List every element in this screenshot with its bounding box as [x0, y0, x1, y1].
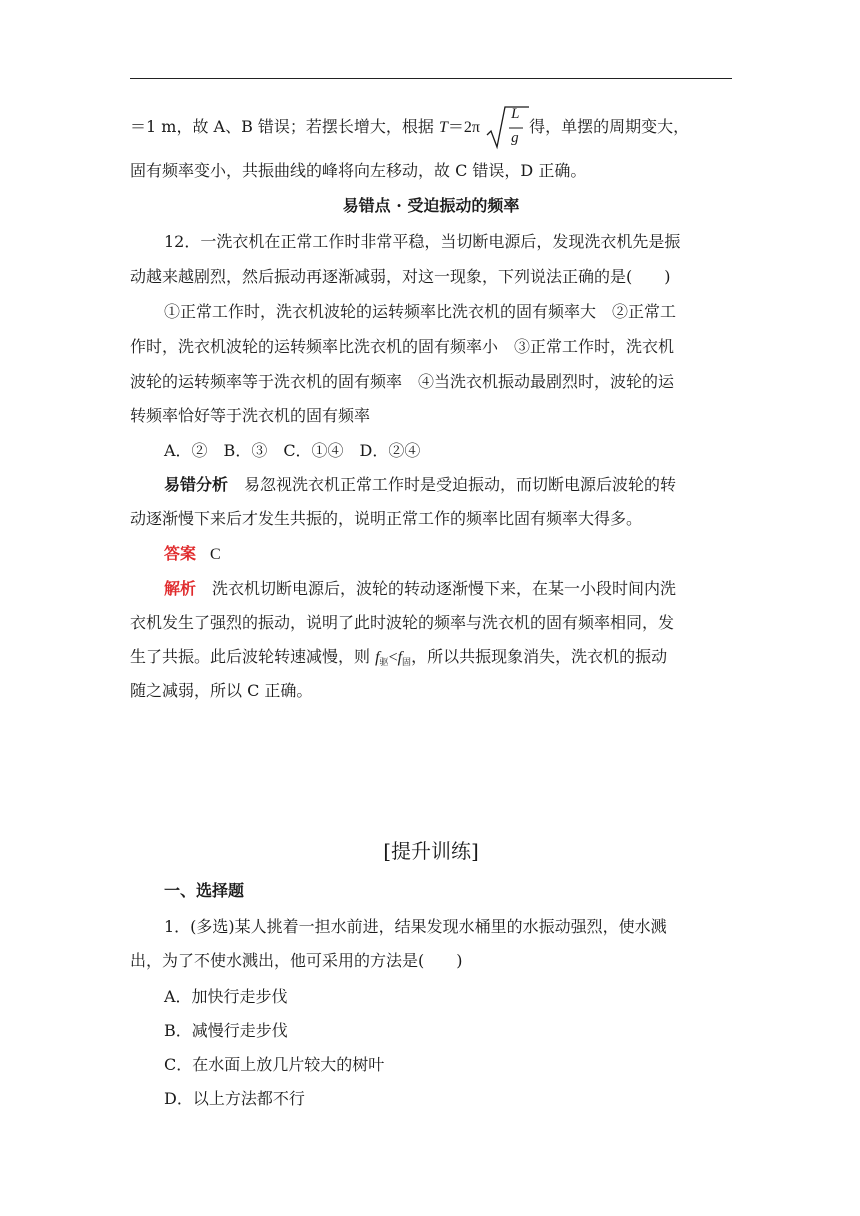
part1-title: 一、选择题: [164, 881, 245, 900]
analysis-text-a: 生了共振。此后波轮转速减慢，则: [130, 647, 376, 666]
fraction-numerator: L: [511, 105, 520, 122]
analysis-line-1: [164, 578, 732, 600]
freq-subscript-drive: 驱: [379, 658, 389, 668]
q12-statement-line-3: 波轮的运转频率等于洗衣机的固有频率 ④当洗衣机振动最剧烈时，波轮的运: [130, 372, 675, 391]
freq-symbol-1: f: [375, 649, 380, 666]
analysis-line-4: 随之减弱，所以 C 正确。: [130, 681, 313, 700]
q1-line-1: 1．(多选)某人挑着一担水前进，结果发现水桶里的水振动强烈，使水溅: [164, 917, 667, 936]
q1-option-d: D．以上方法都不行: [164, 1089, 305, 1108]
prev-line-1: [130, 105, 732, 146]
section-title: 易错点 · 受迫振动的频率: [342, 196, 520, 215]
q1-option-c: C．在水面上放几片较大的树叶: [164, 1055, 385, 1074]
q12-statement-line-1: ①正常工作时，洗衣机波轮的运转频率比洗衣机的固有频率大 ②正常工: [164, 302, 677, 321]
q12-line-1: 12．一洗衣机在正常工作时非常平稳，当切断电源后，发现洗衣机先是振: [164, 232, 681, 251]
analysis-label: 解析: [164, 579, 197, 598]
header-rule: [130, 78, 732, 79]
analysis-line-3: [130, 646, 732, 674]
q1-option-a: A．加快行走步伐: [164, 987, 288, 1006]
q1-option-b: B．减慢行走步伐: [164, 1021, 288, 1040]
error-analysis-line-1: [164, 474, 732, 496]
sqrt-sign-icon: [485, 103, 529, 151]
q1-line-2: 出，为了不使水溅出，他可采用的方法是( ): [130, 951, 463, 970]
answer-label: 答案: [164, 544, 197, 563]
analysis-text: 洗衣机切断电源后，波轮的转动逐渐慢下来，在某一小段时间内洗: [196, 579, 677, 598]
less-than: <: [388, 649, 398, 666]
practice-title: [提升训练]: [383, 839, 479, 863]
analysis-text-b: ，所以共振现象消失，洗衣机的振动: [411, 647, 668, 666]
q12-options: A．② B．③ C．①④ D．②④: [164, 441, 421, 460]
answer-value: C: [210, 546, 221, 563]
two-pi: ＝2π: [447, 119, 481, 136]
error-analysis-line-2: 动逐渐慢下来后才发生共振的，说明正常工作的频率比固有频率大得多。: [130, 509, 643, 528]
prev-text-b: 得，单摆的周期变大，: [529, 117, 690, 136]
analysis-line-2: 衣机发生了强烈的振动，说明了此时波轮的频率与洗衣机的固有频率相同，发: [130, 613, 675, 632]
q12-statement-line-2: 作时，洗衣机波轮的运转频率比洗衣机的固有频率小 ③正常工作时，洗衣机: [130, 337, 675, 356]
error-analysis-text: 易忽视洗衣机正常工作时是受迫振动，而切断电源后波轮的转: [228, 475, 677, 494]
error-analysis-label: 易错分析: [164, 475, 229, 494]
sqrt-formula: [485, 105, 529, 146]
period-symbol: T: [439, 119, 448, 136]
q12-statement-line-4: 转频率恰好等于洗衣机的固有频率: [130, 406, 371, 425]
prev-line-2: 固有频率变小，共振曲线的峰将向左移动，故 C 错误，D 正确。: [130, 161, 587, 180]
q12-line-2: 动越来越剧烈，然后振动再逐渐减弱，对这一现象，下列说法正确的是( ): [130, 267, 671, 286]
prev-text-a: ＝1 m，故 A、B 错误；若摆长增大，根据: [130, 117, 440, 136]
freq-subscript-natural: 固: [402, 658, 412, 668]
answer-line: [164, 543, 732, 566]
freq-symbol-2: f: [397, 649, 403, 666]
fraction-denominator: g: [511, 129, 519, 146]
